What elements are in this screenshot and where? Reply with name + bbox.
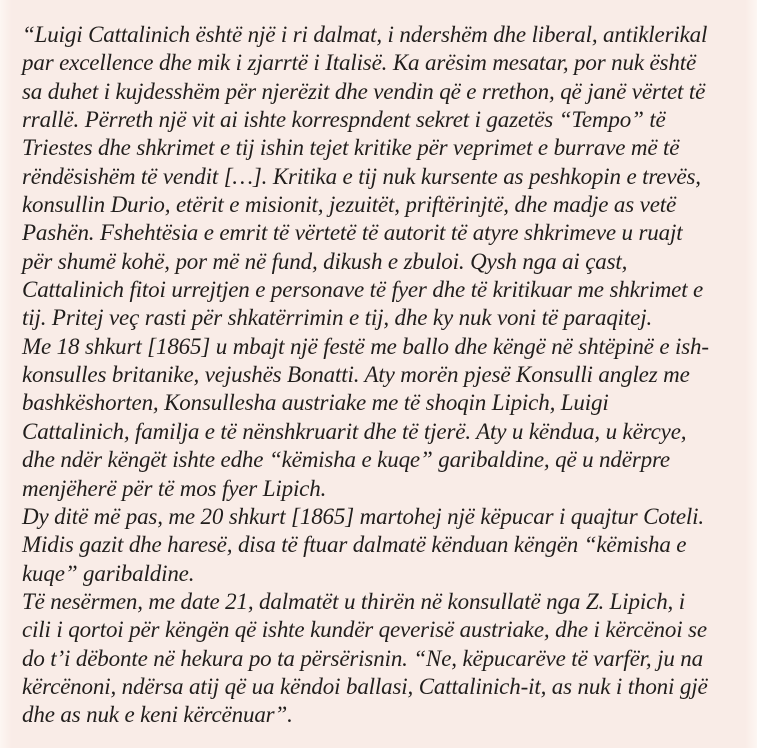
text-line: Cattalinich, familja e të nënshkruarit dhe të tjerë. Aty u këndua, u kërcye, — [22, 418, 687, 444]
text-line: menjëherë për të mos fyer Lipich. — [22, 475, 327, 501]
text-line: kuqe” garibaldine. — [22, 560, 195, 586]
text-line: bashkëshorten, Konsullesha austriake me të shoqin Lipich, Luigi — [22, 390, 609, 416]
text-line: Triestes dhe shkrimet e tij ishin tejet kritike për veprimet e burrave më të — [22, 135, 680, 161]
text-line: dhe ndër këngët ishte edhe “këmisha e kuqe” garibaldine, që u ndërpre — [22, 447, 670, 473]
text-line: do t’i dëbonte në hekura po ta përsërisnin. “Ne, këpucarëve të varfër, ju na — [22, 645, 704, 671]
text-line: për shumë kohë, por më në fund, dikush e zbuloi. Qysh nga ai çast, — [22, 248, 628, 274]
text-line: konsullin Durio, etërit e misionit, jezuitët, priftërinjtë, dhe madje as vetë — [22, 192, 677, 218]
text-line: cili i qortoi për këngën që ishte kundër qeverisë austriake, dhe i kërcënoi se — [22, 617, 707, 643]
text-line: Me 18 shkurt [1865] u mbajt një festë me ballo dhe këngë në shtëpinë e ish- — [22, 333, 709, 359]
text-line: Pashën. Fshehtësia e emrit të vërtetë të autorit të atyre shkrimeve u ruajt — [22, 220, 683, 246]
text-line: Të nesërmen, me date 21, dalmatët u thirën në konsullatë nga Z. Lipich, i — [22, 588, 685, 614]
text-line: tij. Pritej veç rasti për shkatërrimin e tij, dhe ky nuk voni të paraqitej. — [22, 305, 653, 331]
text-line: rrallë. Përreth një vit ai ishte korrespndent sekret i gazetës “Tempo” të — [22, 107, 666, 133]
text-line: Dy ditë më pas, me 20 shkurt [1865] martohej një këpucar i quajtur Coteli. — [22, 503, 705, 529]
text-line: “Luigi Cattalinich është një i ri dalmat, i ndershëm dhe liberal, antiklerikal — [22, 22, 708, 47]
text-line: dhe as nuk e keni kërcënuar”. — [22, 702, 293, 728]
text-line: Midis gazit dhe haresë, disa të ftuar dalmatë kënduan këngën “këmisha e — [22, 532, 687, 558]
quote-passage — [22, 21, 739, 730]
text-line: par excellence dhe mik i zjarrtë i Italisë. Ka arësim mesatar, por nuk është — [22, 50, 696, 76]
text-line: kërcënoni, ndërsa atij që ua këndoi ballasi, Cattalinich-it, as nuk i thoni gjë — [22, 673, 708, 699]
text-line: sa duhet i kujdesshëm për njerëzit dhe vendin që e rrethon, që janë vërtet të — [22, 78, 706, 104]
text-line: konsulles britanike, vejushës Bonatti. Aty morën pjesë Konsulli anglez me — [22, 362, 690, 388]
text-line: rëndësishëm të vendit […]. Kritika e tij nuk kursente as peshkopin e trevës, — [22, 163, 701, 189]
text-line: Cattalinich fitoi urrejtjen e personave të fyer dhe të kritikuar me shkrimet e — [22, 277, 704, 303]
